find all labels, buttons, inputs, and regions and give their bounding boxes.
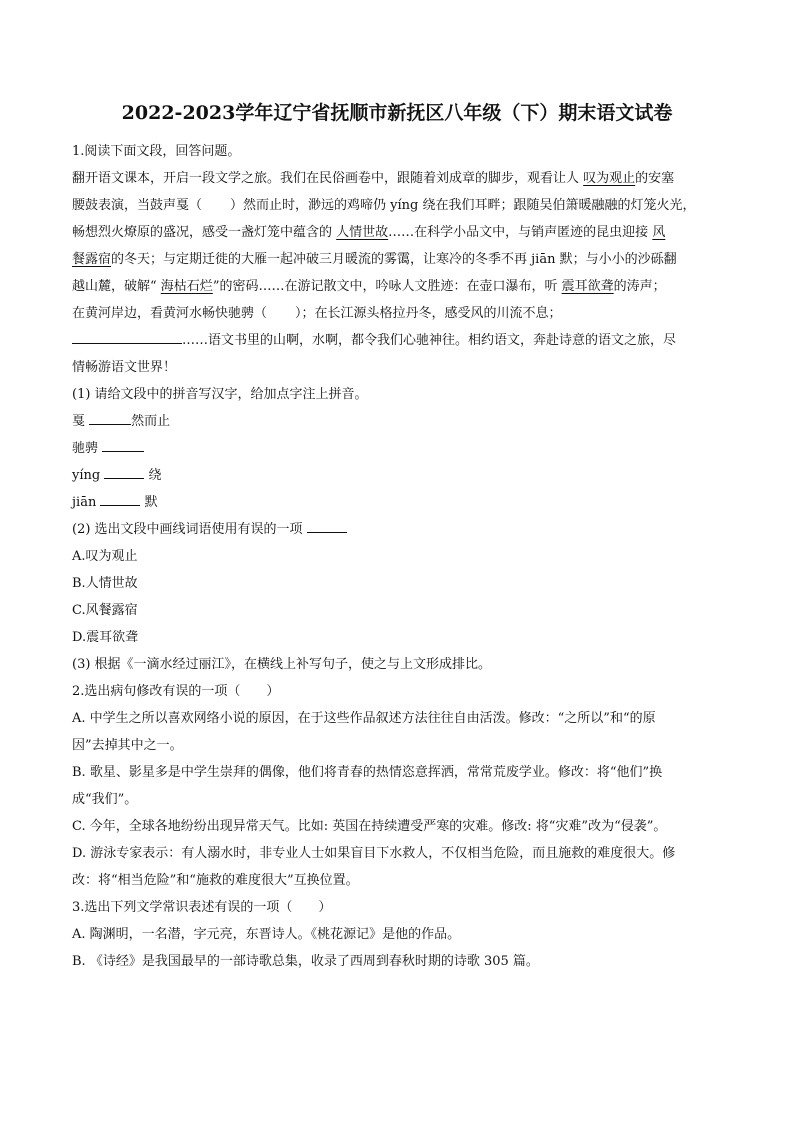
answer-blank[interactable] — [100, 491, 140, 506]
passage-line: 腰鼓表演，当鼓声戛（ ）然而止时，渺远的鸡啼仍 yíng 绕在我们耳畔；跟随吴伯箫暖融融的灯笼火光， — [72, 198, 696, 213]
passage-line: ……语文书里的山啊，水啊，都令我们心驰神往。相约语文，奔赴诗意的语文之旅，尽 — [72, 327, 722, 354]
q2-option-b: B. 歌星、影星多是中学生崇拜的偶像，他们将青春的热情恣意挥洒，常常荒废学业。修改：将“他们”换 — [72, 765, 663, 780]
underlined-phrase: 风 — [652, 225, 666, 240]
answer-blank[interactable] — [72, 329, 182, 344]
question-2-stem: 2.选出病句修改有误的一项（ ） — [72, 684, 280, 699]
passage-line: 情畅游语文世界！ — [72, 360, 177, 375]
underlined-phrase: 叹为观止 — [583, 171, 636, 186]
underlined-phrase: 餐露宿 — [72, 252, 112, 267]
q3-option-b: B. 《诗经》是我国最早的一部诗歌总集，收录了西周到春秋时期的诗歌 305 篇。 — [72, 954, 539, 969]
underlined-phrase: 震耳欲聋 — [561, 279, 614, 294]
q2-option-c: C. 今年，全球各地纷纷出现异常天气。比如: 英国在持续遭受严寒的灾难。修改: 将“灾难”改为“侵袭”。 — [72, 819, 667, 834]
question-1-stem: 1.阅读下面文段，回答问题。 — [72, 144, 241, 159]
answer-blank[interactable] — [104, 464, 144, 479]
passage-line: 餐露宿的冬天；与定期迁徙的大雁一起冲破三月暖流的雾霭，让寒冷的冬季不再 jiān 默；与小小的沙砾翻 — [72, 252, 677, 267]
question-3-stem: 3.选出下列文学常识表述有误的一项（ ） — [72, 900, 332, 915]
q2-option-a: A. 中学生之所以喜欢网络小说的原因，在于这些作品叙述方法往往自由活泼。修改：“之所以”和“的原 — [72, 711, 656, 726]
q2-option-d-cont: 改：将“相当危险”和“施救的难度很大”互换位置。 — [72, 873, 359, 888]
sub-question-3: (3) 根据《一滴水经过丽江》，在横线上补写句子，使之与上文形成排比。 — [72, 657, 492, 672]
option-a: A.叹为观止 — [72, 549, 138, 564]
q2-option-b-cont: 成“我们”。 — [72, 792, 138, 807]
option-c: C.风餐露宿 — [72, 603, 138, 618]
underlined-phrase: 人情世故 — [336, 225, 389, 240]
fill-item: 戛 然而止 — [72, 408, 722, 435]
fill-item: 驰骋 — [72, 435, 722, 462]
q3-option-a: A. 陶渊明，一名潜，字元亮，东晋诗人。《桃花源记》是他的作品。 — [72, 927, 461, 942]
passage-line: 在黄河岸边，看黄河水畅快驰骋（ ）；在长江源头格拉丹冬，感受风的川流不息； — [72, 306, 562, 321]
option-b: B.人情世故 — [72, 576, 138, 591]
passage-line: 翻开语文课本，开启一段文学之旅。我们在民俗画卷中，跟随着刘成章的脚步，观看让人 叹为观止的安塞 — [72, 171, 675, 186]
answer-blank[interactable] — [307, 518, 347, 533]
fill-item: jiān 默 — [72, 489, 722, 516]
passage-line: 畅想烈火燎原的盛况，感受一盏灯笼中蕴含的 人情世故……在科学小品文中，与销声匿迹的昆虫迎接 风 — [72, 225, 666, 240]
q2-option-d: D. 游泳专家表示：有人溺水时，非专业人士如果盲目下水救人，不仅相当危险，而且施救的难度很大。修 — [72, 846, 676, 861]
sub-question-2: (2) 选出文段中画线词语使用有误的一项 — [72, 516, 722, 543]
sub-question-1: (1) 请给文段中的拼音写汉字，给加点字注上拼音。 — [72, 387, 368, 402]
fill-item: yíng 绕 — [72, 462, 722, 489]
underlined-phrase: 海枯石烂 — [160, 279, 213, 294]
option-d: D.震耳欲聋 — [72, 630, 139, 645]
page-title: 2022-2023学年辽宁省抚顺市新抚区八年级（下）期末语文试卷 — [121, 102, 673, 124]
passage-line: 越山麓，破解“ 海枯石烂”的密码……在游记散文中，吟咏人文胜迹：在壶口瀑布，听 震耳欲聋的涛声； — [72, 279, 666, 294]
answer-blank[interactable] — [89, 410, 131, 425]
answer-blank[interactable] — [102, 437, 144, 452]
q2-option-a-cont: 因”去掉其中之一。 — [72, 738, 183, 753]
